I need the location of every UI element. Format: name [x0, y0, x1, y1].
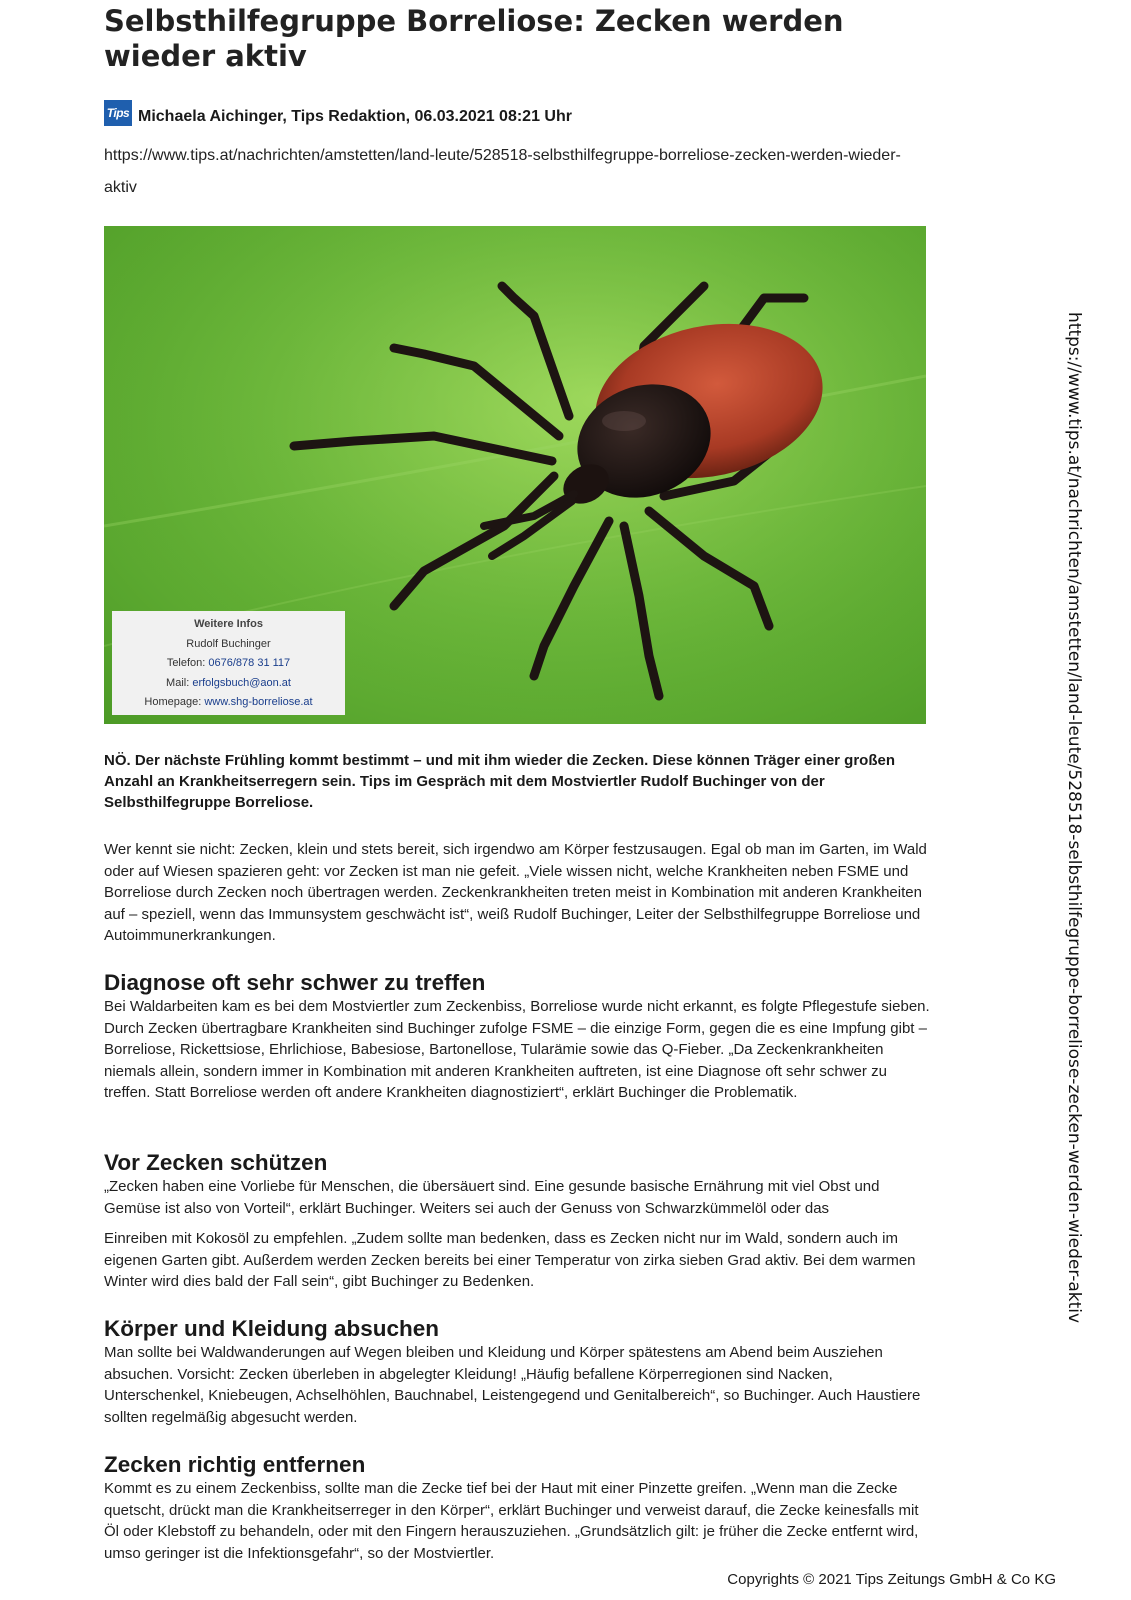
- article-lead: NÖ. Der nächste Frühling kommt bestimmt – und mit ihm wieder die Zecken. Diese können Träger einer großen Anzahl an Krankheitserregern sein. Tips im Gespräch mit dem Mostviertler Rudolf Buchinger von der Selbsthilfegruppe Borreliose.: [104, 752, 896, 811]
- section-heading-schuetzen: Vor Zecken schützen: [104, 1150, 328, 1175]
- info-mail-row: [112, 674, 345, 694]
- homepage-link[interactable]: www.shg-borreliose.at: [204, 696, 313, 708]
- info-name: Rudolf Buchinger: [186, 637, 271, 650]
- byline: [104, 102, 572, 132]
- article-title: Selbsthilfegruppe Borreliose: Zecken werden wieder aktiv: [104, 4, 844, 73]
- phone-link[interactable]: 0676/878 31 117: [208, 657, 291, 669]
- section-heading-diagnose: Diagnose oft sehr schwer zu treffen: [104, 970, 486, 995]
- copyright: Copyrights © 2021 Tips Zeitungs GmbH & Co KG: [727, 1571, 1056, 1588]
- article-url[interactable]: https://www.tips.at/nachrichten/amstetten/land-leute/528518-selbsthilfegruppe-borreliose-zecken-werden-wieder-aktiv: [104, 147, 901, 196]
- side-url: https://www.tips.at/nachrichten/amstetten/land-leute/528518-selbsthilfegruppe-borreliose-zecken-werden-wieder-aktiv: [1064, 312, 1084, 1324]
- section-text-entfernen: Kommt es zu einem Zeckenbiss, sollte man die Zecke tief bei der Haut mit einer Pinzette greifen. „Wenn man die Zecke quetscht, drückt man die Krankheitserreger in den Körper“, erklärt Buchinger und verweist darauf, die Zecke keinesfalls mit Öl oder Klebstoff zu behandeln, oder mit den Fingern herauszuziehen. „Grundsätzlich gilt: je früher die Zecke entfernt wird, umso geringer ist die Infektionsgefahr“, so der Mostviertler.: [104, 1480, 919, 1562]
- info-homepage-label: Homepage:: [144, 696, 205, 708]
- intro-paragraph: Wer kennt sie nicht: Zecken, klein und stets bereit, sich irgendwo am Körper festzusaugen. Egal ob man im Garten, im Wald oder auf Wiesen spazieren geht: vor Zecken ist man nie gefeit. „Viele wissen nicht, welche Krankheiten neben FSME und Borreliose durch Zecken noch übertragen werden. Zeckenkrankheiten treten meist in Kombination mit anderen Krankheiten auf – speziell, wenn das Immunsystem geschwächt ist“, weiß Rudolf Buchinger, Leiter der Selbsthilfegruppe Borreliose und Autoimmunerkrankungen.: [104, 841, 927, 944]
- author-date: Michaela Aichinger, Tips Redaktion, 06.03.2021 08:21 Uhr: [138, 108, 572, 125]
- info-phone-row: [112, 654, 345, 674]
- info-mail-label: Mail:: [166, 676, 193, 689]
- info-heading: Weitere Infos: [194, 618, 263, 630]
- info-phone-label: Telefon:: [166, 657, 209, 669]
- section-heading-absuchen: Körper und Kleidung absuchen: [104, 1316, 440, 1341]
- info-box: [112, 611, 345, 715]
- tips-logo: Tips: [104, 100, 132, 126]
- section-text-diagnose: Bei Waldarbeiten kam es bei dem Mostviertler zum Zeckenbiss, Borreliose wurde nicht erkannt, es folgte Pflegestufe sieben. Durch Zecken übertragbare Krankheiten sind Buchinger zufolge FSME – die einzige Form, gegen die es eine Impfung gibt – Borreliose, Rickettsiose, Ehrlichiose, Babesiose, Bartonellose, Tularämie sowie das Q-Fieber. „Da Zeckenkrankheiten niemals allein, sondern immer in Kombination mit anderen Krankheiten auftreten, ist eine Diagnose oft sehr schwer zu treffen. Statt Borreliose werden oft andere Krankheiten diagnostiziert“, erklärt Buchinger die Problematik.: [104, 998, 930, 1101]
- section-text-schuetzen: „Zecken haben eine Vorliebe für Menschen, die übersäuert sind. Eine gesunde basische Ernährung mit viel Obst und Gemüse ist also von Vorteil“, erklärt Buchinger. Weiters sei auch der Genuss von Schwarzkümmelöl oder das: [104, 1178, 880, 1217]
- info-homepage-row: [112, 693, 345, 713]
- section-text-absuchen: Man sollte bei Waldwanderungen auf Wegen bleiben und Kleidung und Körper spätestens am Abend beim Ausziehen absuchen. Vorsicht: Zecken überleben in abgelegter Kleidung! „Häufig befallene Körperregionen sind Nacken, Unterschenkel, Kniebeugen, Achselhöhlen, Bauchnabel, Leistengegend und Genitalbereich“, so Buchinger. Auch Haustiere sollten regelmäßig abgesucht werden.: [104, 1344, 921, 1426]
- side-url-container: [1062, 312, 1084, 1324]
- section-heading-entfernen: Zecken richtig entfernen: [104, 1452, 366, 1477]
- mail-link[interactable]: erfolgsbuch@aon.at: [192, 676, 291, 689]
- section-text-schuetzen-cont: Einreiben mit Kokosöl zu empfehlen. „Zudem sollte man bedenken, dass es Zecken nicht nur im Wald, sondern auch im eigenen Garten gibt. Außerdem werden Zecken bereits bei einer Temperatur von zirka sieben Grad aktiv. Bei dem warmen Winter wird dies bald der Fall sein“, gibt Buchinger zu Bedenken.: [104, 1230, 916, 1290]
- tick-photo: [104, 226, 926, 724]
